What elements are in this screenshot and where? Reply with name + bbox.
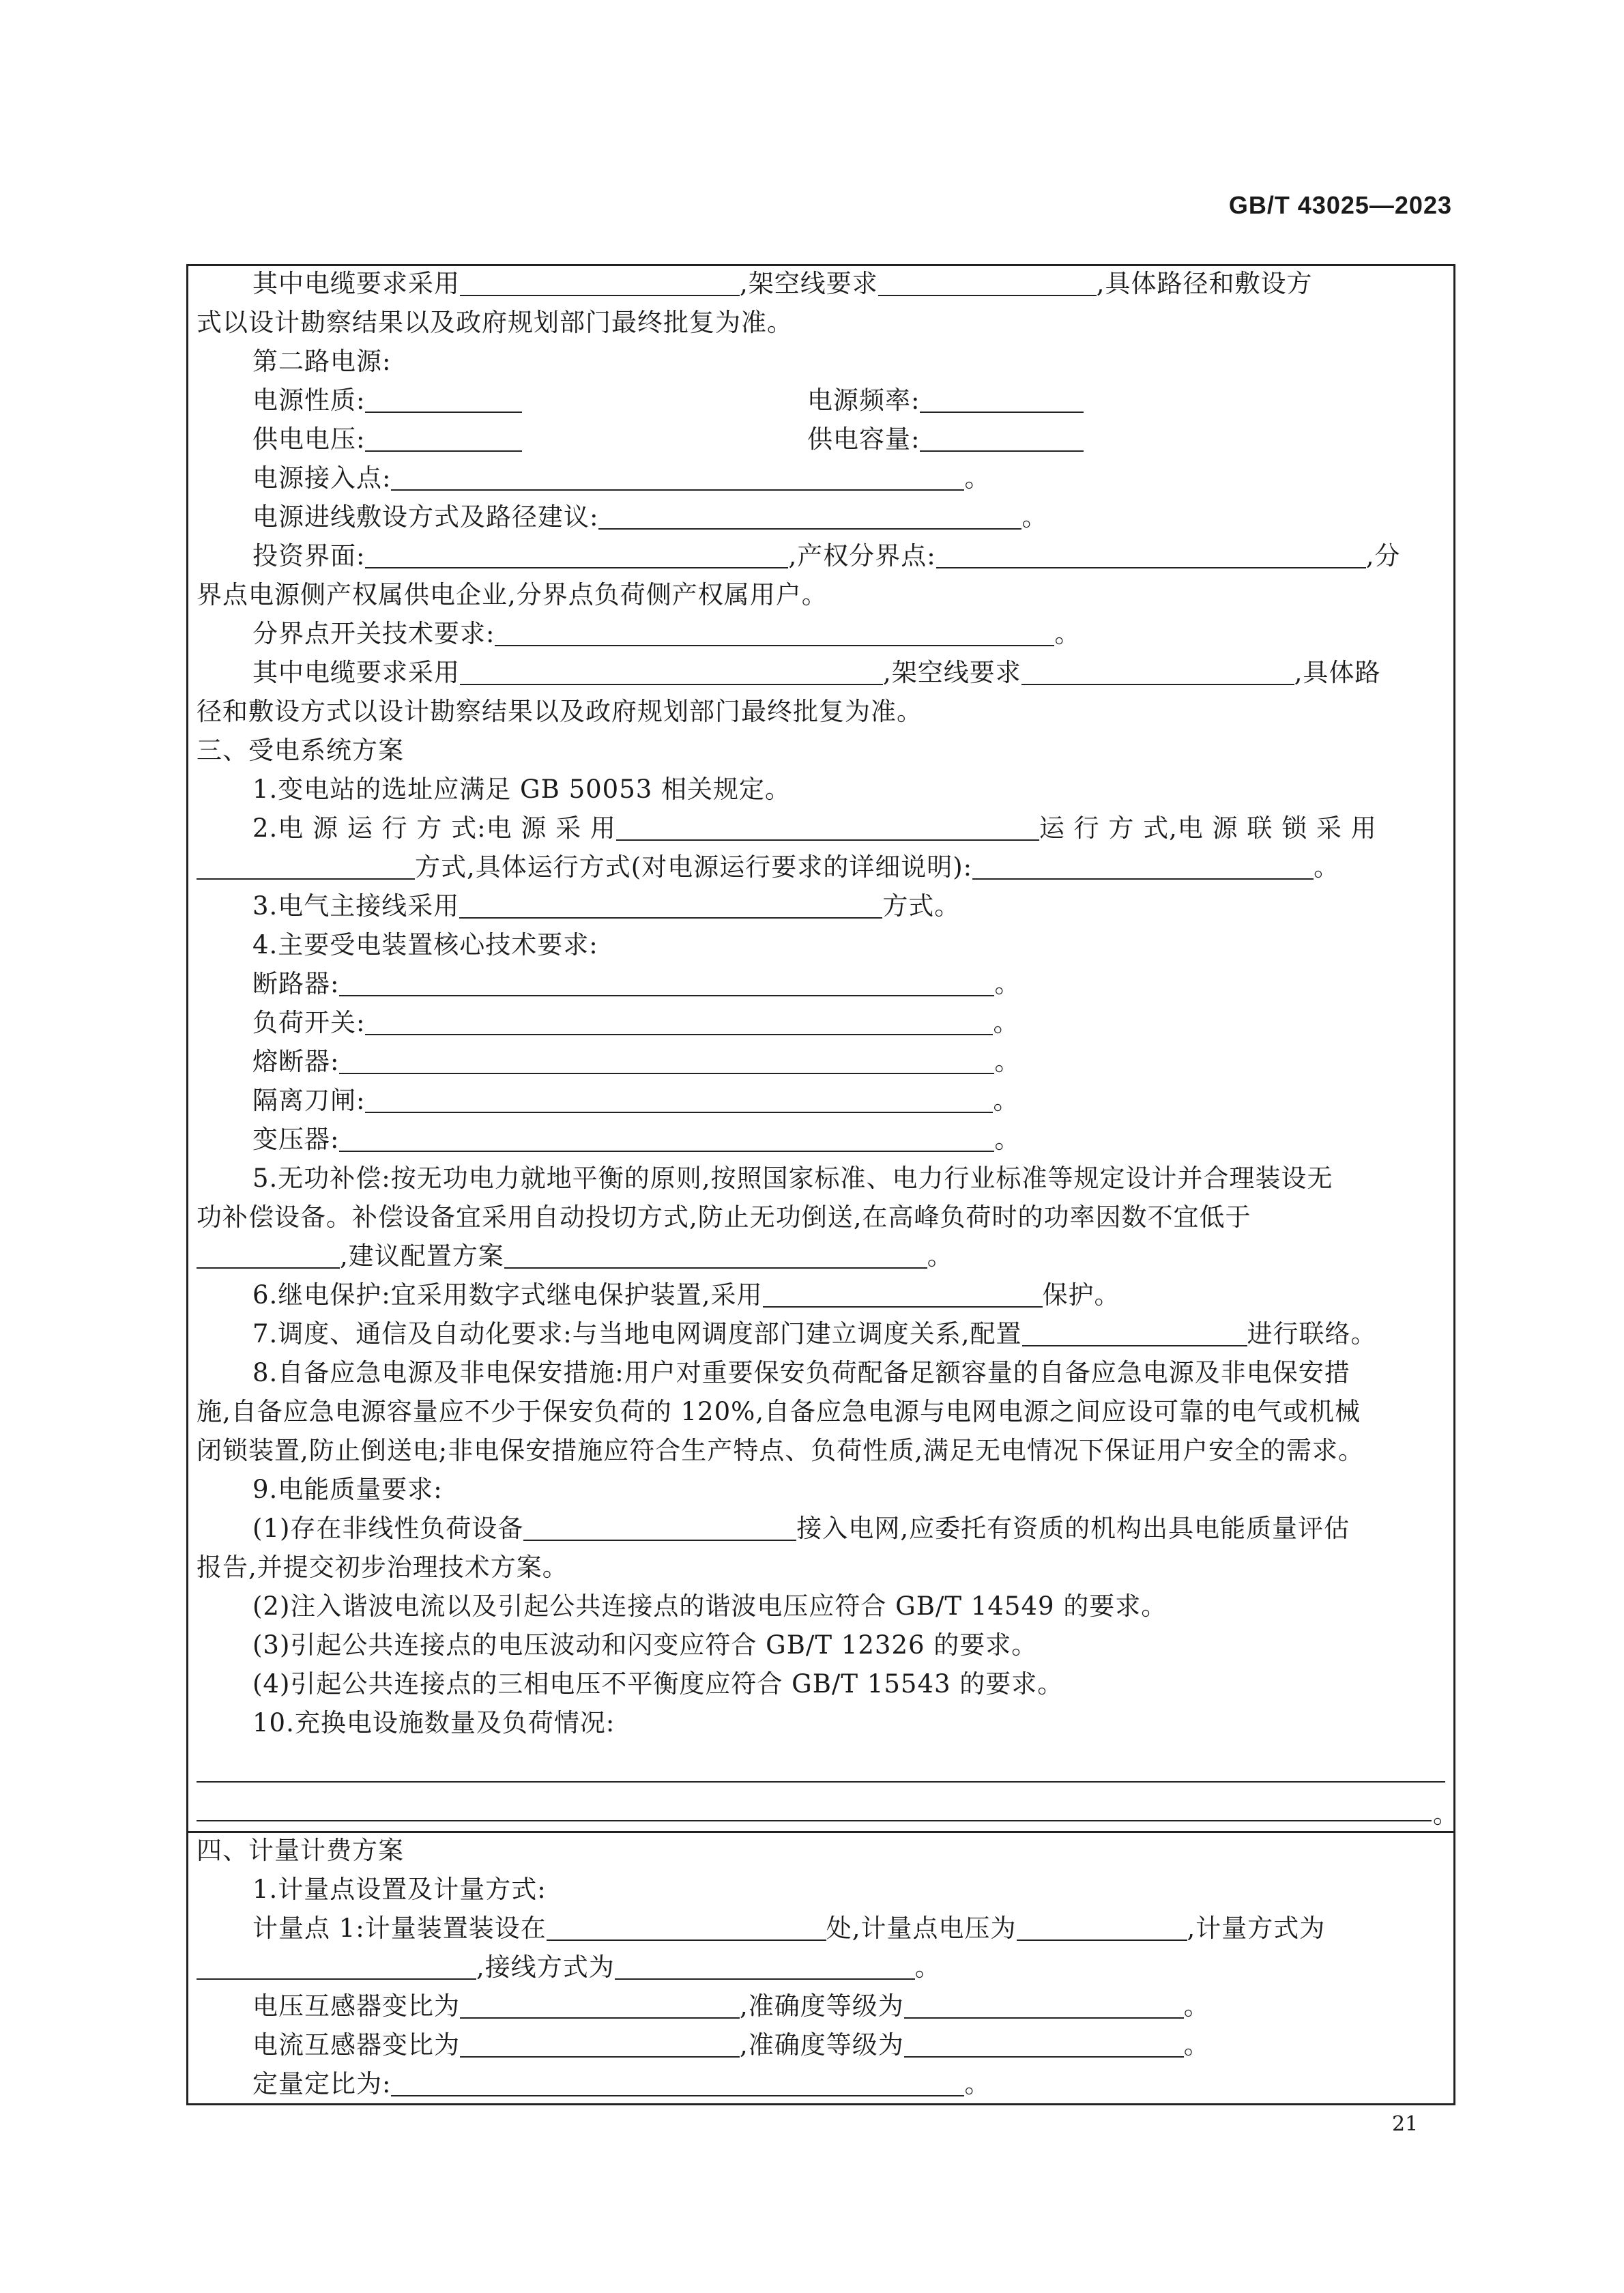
second-power-heading: 第二路电源:: [252, 347, 392, 376]
isolator-row: 隔离刀闸: 。: [252, 1086, 1019, 1115]
supply-voltage-blank[interactable]: [365, 426, 522, 452]
operation-detail-blank[interactable]: [972, 854, 1314, 880]
fuse-blank[interactable]: [339, 1048, 994, 1074]
supply-capacity-blank[interactable]: [920, 426, 1084, 452]
wiring-mode-row: ,接线方式为 。: [197, 1950, 941, 1985]
incoming-line-blank[interactable]: [598, 504, 1021, 530]
text-line: 5.无功补偿:按无功电力就地平衡的原则,按照国家标准、电力行业标准等规定设计并合理装设无: [252, 1164, 1333, 1193]
boundary-switch-blank[interactable]: [495, 620, 1054, 646]
overhead-requirement-blank-2[interactable]: [1021, 659, 1294, 685]
overhead-requirement-blank-1[interactable]: [878, 270, 1097, 296]
load-switch-blank[interactable]: [365, 1009, 993, 1035]
ct-ratio-row: 电流互感器变比为 ,准确度等级为 。: [252, 2030, 1210, 2060]
meter-mode-blank[interactable]: [197, 1954, 476, 1980]
text-line: 闭锁装置,防止倒送电;非电保安措施应符合生产特点、负荷性质,满足无电情况下保证用户安全的需求。: [197, 1436, 1364, 1465]
fixed-ratio-blank[interactable]: [391, 2071, 964, 2096]
fuse-row: 熔断器: 。: [252, 1047, 1021, 1076]
vt-ratio-row: 电压互感器变比为 ,准确度等级为 。: [252, 1991, 1210, 2021]
investment-interface-blank[interactable]: [365, 543, 788, 568]
section-heading-3: 三、受电系统方案: [197, 736, 404, 765]
vt-accuracy-blank[interactable]: [904, 1993, 1184, 2019]
relay-protection-row: 6.继电保护:宜采用数字式继电保护装置,采用 保护。: [252, 1280, 1120, 1310]
text-line: (3)引起公共连接点的电压波动和闪变应符合 GB/T 12326 的要求。: [252, 1630, 1038, 1660]
text-line: 4.主要受电装置核心技术要求:: [252, 930, 598, 960]
access-point-row: 电源接入点: 。: [252, 463, 991, 493]
main-wiring-row: 3.电气主接线采用 方式。: [252, 891, 961, 921]
meter-location-blank[interactable]: [547, 1915, 826, 1941]
isolator-blank[interactable]: [365, 1087, 993, 1113]
access-point-blank[interactable]: [391, 465, 964, 491]
text-line: (2)注入谐波电流以及引起公共连接点的谐波电压应符合 GB/T 14549 的要求。: [252, 1591, 1168, 1621]
power-factor-blank[interactable]: [197, 1243, 340, 1269]
investment-interface-row: 投资界面: ,产权分界点: ,分: [252, 541, 1401, 571]
text-line: 界点电源侧产权属供电企业,分界点负荷侧产权属用户。: [197, 580, 828, 609]
text-line: 9.电能质量要求:: [252, 1475, 443, 1504]
text-line: 报告,并提交初步治理技术方案。: [197, 1553, 568, 1582]
power-nature-blank[interactable]: [365, 387, 522, 413]
dispatch-row: 7.调度、通信及自动化要求:与当地电网调度部门建立调度关系,配置 进行联络。: [252, 1319, 1377, 1349]
transformer-blank[interactable]: [339, 1126, 994, 1152]
text-line: 径和敷设方式以设计勘察结果以及政府规划部门最终批复为准。: [197, 697, 923, 726]
vt-ratio-blank[interactable]: [460, 1993, 740, 2019]
cable-requirement-blank-1[interactable]: [460, 270, 740, 296]
main-wiring-blank[interactable]: [459, 893, 882, 919]
period-mark: 。: [1433, 1800, 1459, 1829]
power-factor-row: ,建议配置方案 。: [197, 1239, 953, 1274]
text-line: 8.自备应急电源及非电保安措施:用户对重要保安负荷配备足额容量的自备应急电源及非电保安措: [252, 1358, 1350, 1387]
cable-line-2: 其中电缆要求采用 ,架空线要求 ,具体路: [252, 658, 1381, 687]
incoming-line-row: 电源进线敷设方式及路径建议: 。: [252, 502, 1048, 532]
ct-accuracy-blank[interactable]: [904, 2032, 1184, 2058]
charging-facility-blank-2[interactable]: [197, 1820, 1432, 1821]
text-line: 10.充换电设施数量及负荷情况:: [252, 1708, 615, 1737]
text-line: (4)引起公共连接点的三相电压不平衡度应符合 GB/T 15543 的要求。: [252, 1669, 1064, 1699]
supply-capacity-row: 供电容量:: [807, 422, 1084, 457]
nonlinear-load-row: (1)存在非线性负荷设备 接入电网,应委托有资质的机构出具电能质量评估: [252, 1514, 1350, 1543]
property-boundary-blank[interactable]: [936, 543, 1366, 568]
breaker-row: 断路器: 。: [252, 969, 1021, 998]
interlock-mode-blank[interactable]: [197, 854, 415, 880]
transformer-row: 变压器: 。: [252, 1125, 1021, 1154]
meter-point-row: 计量点 1:计量装置装设在 处,计量点电压为 ,计量方式为: [252, 1914, 1326, 1943]
text-line: 1.变电站的选址应满足 GB 50053 相关规定。: [252, 775, 792, 804]
boundary-switch-row: 分界点开关技术要求: 。: [252, 619, 1081, 648]
power-frequency-row: 电源频率:: [807, 383, 1084, 418]
relay-protection-blank[interactable]: [763, 1282, 1043, 1308]
power-frequency-blank[interactable]: [920, 387, 1084, 413]
text-line: 施,自备应急电源容量应不少于保安负荷的 120%,自备应急电源与电网电源之间应设可靠的电气或机械: [197, 1397, 1361, 1426]
text-line: 1.计量点设置及计量方式:: [252, 1875, 547, 1904]
power-nature-row: 电源性质:: [252, 383, 522, 418]
charging-facility-blank-1[interactable]: [197, 1781, 1445, 1783]
operation-mode-row: 2.电 源 运 行 方 式:电 源 采 用 运 行 方 式,电 源 联 锁 采 用: [252, 813, 1377, 843]
interlock-row: 方式,具体运行方式(对电源运行要求的详细说明): 。: [197, 850, 1339, 885]
text-line: 功补偿设备。补偿设备宜采用自动投切方式,防止无功倒送,在高峰负荷时的功率因数不宜低于: [197, 1202, 1251, 1232]
dispatch-config-blank[interactable]: [1022, 1321, 1247, 1346]
meter-voltage-blank[interactable]: [1017, 1915, 1187, 1941]
nonlinear-load-blank[interactable]: [523, 1515, 796, 1541]
section-heading-4: 四、计量计费方案: [197, 1836, 404, 1865]
operation-mode-blank[interactable]: [616, 815, 1039, 841]
text-line: 式以设计勘察结果以及政府规划部门最终批复为准。: [197, 308, 793, 337]
cable-line-1: 其中电缆要求采用 ,架空线要求 ,具体路径和敷设方: [252, 269, 1313, 298]
standard-number: GB/T 43025—2023: [1228, 191, 1452, 219]
supply-voltage-row: 供电电压:: [252, 422, 522, 457]
fixed-ratio-row: 定量定比为: 。: [252, 2069, 991, 2099]
load-switch-row: 负荷开关: 。: [252, 1008, 1019, 1037]
wiring-mode-blank[interactable]: [615, 1954, 915, 1980]
cable-requirement-blank-2[interactable]: [460, 659, 883, 685]
config-scheme-blank[interactable]: [504, 1243, 927, 1269]
page-number: 21: [1392, 2112, 1419, 2136]
ct-ratio-blank[interactable]: [460, 2032, 740, 2058]
breaker-blank[interactable]: [339, 970, 994, 996]
